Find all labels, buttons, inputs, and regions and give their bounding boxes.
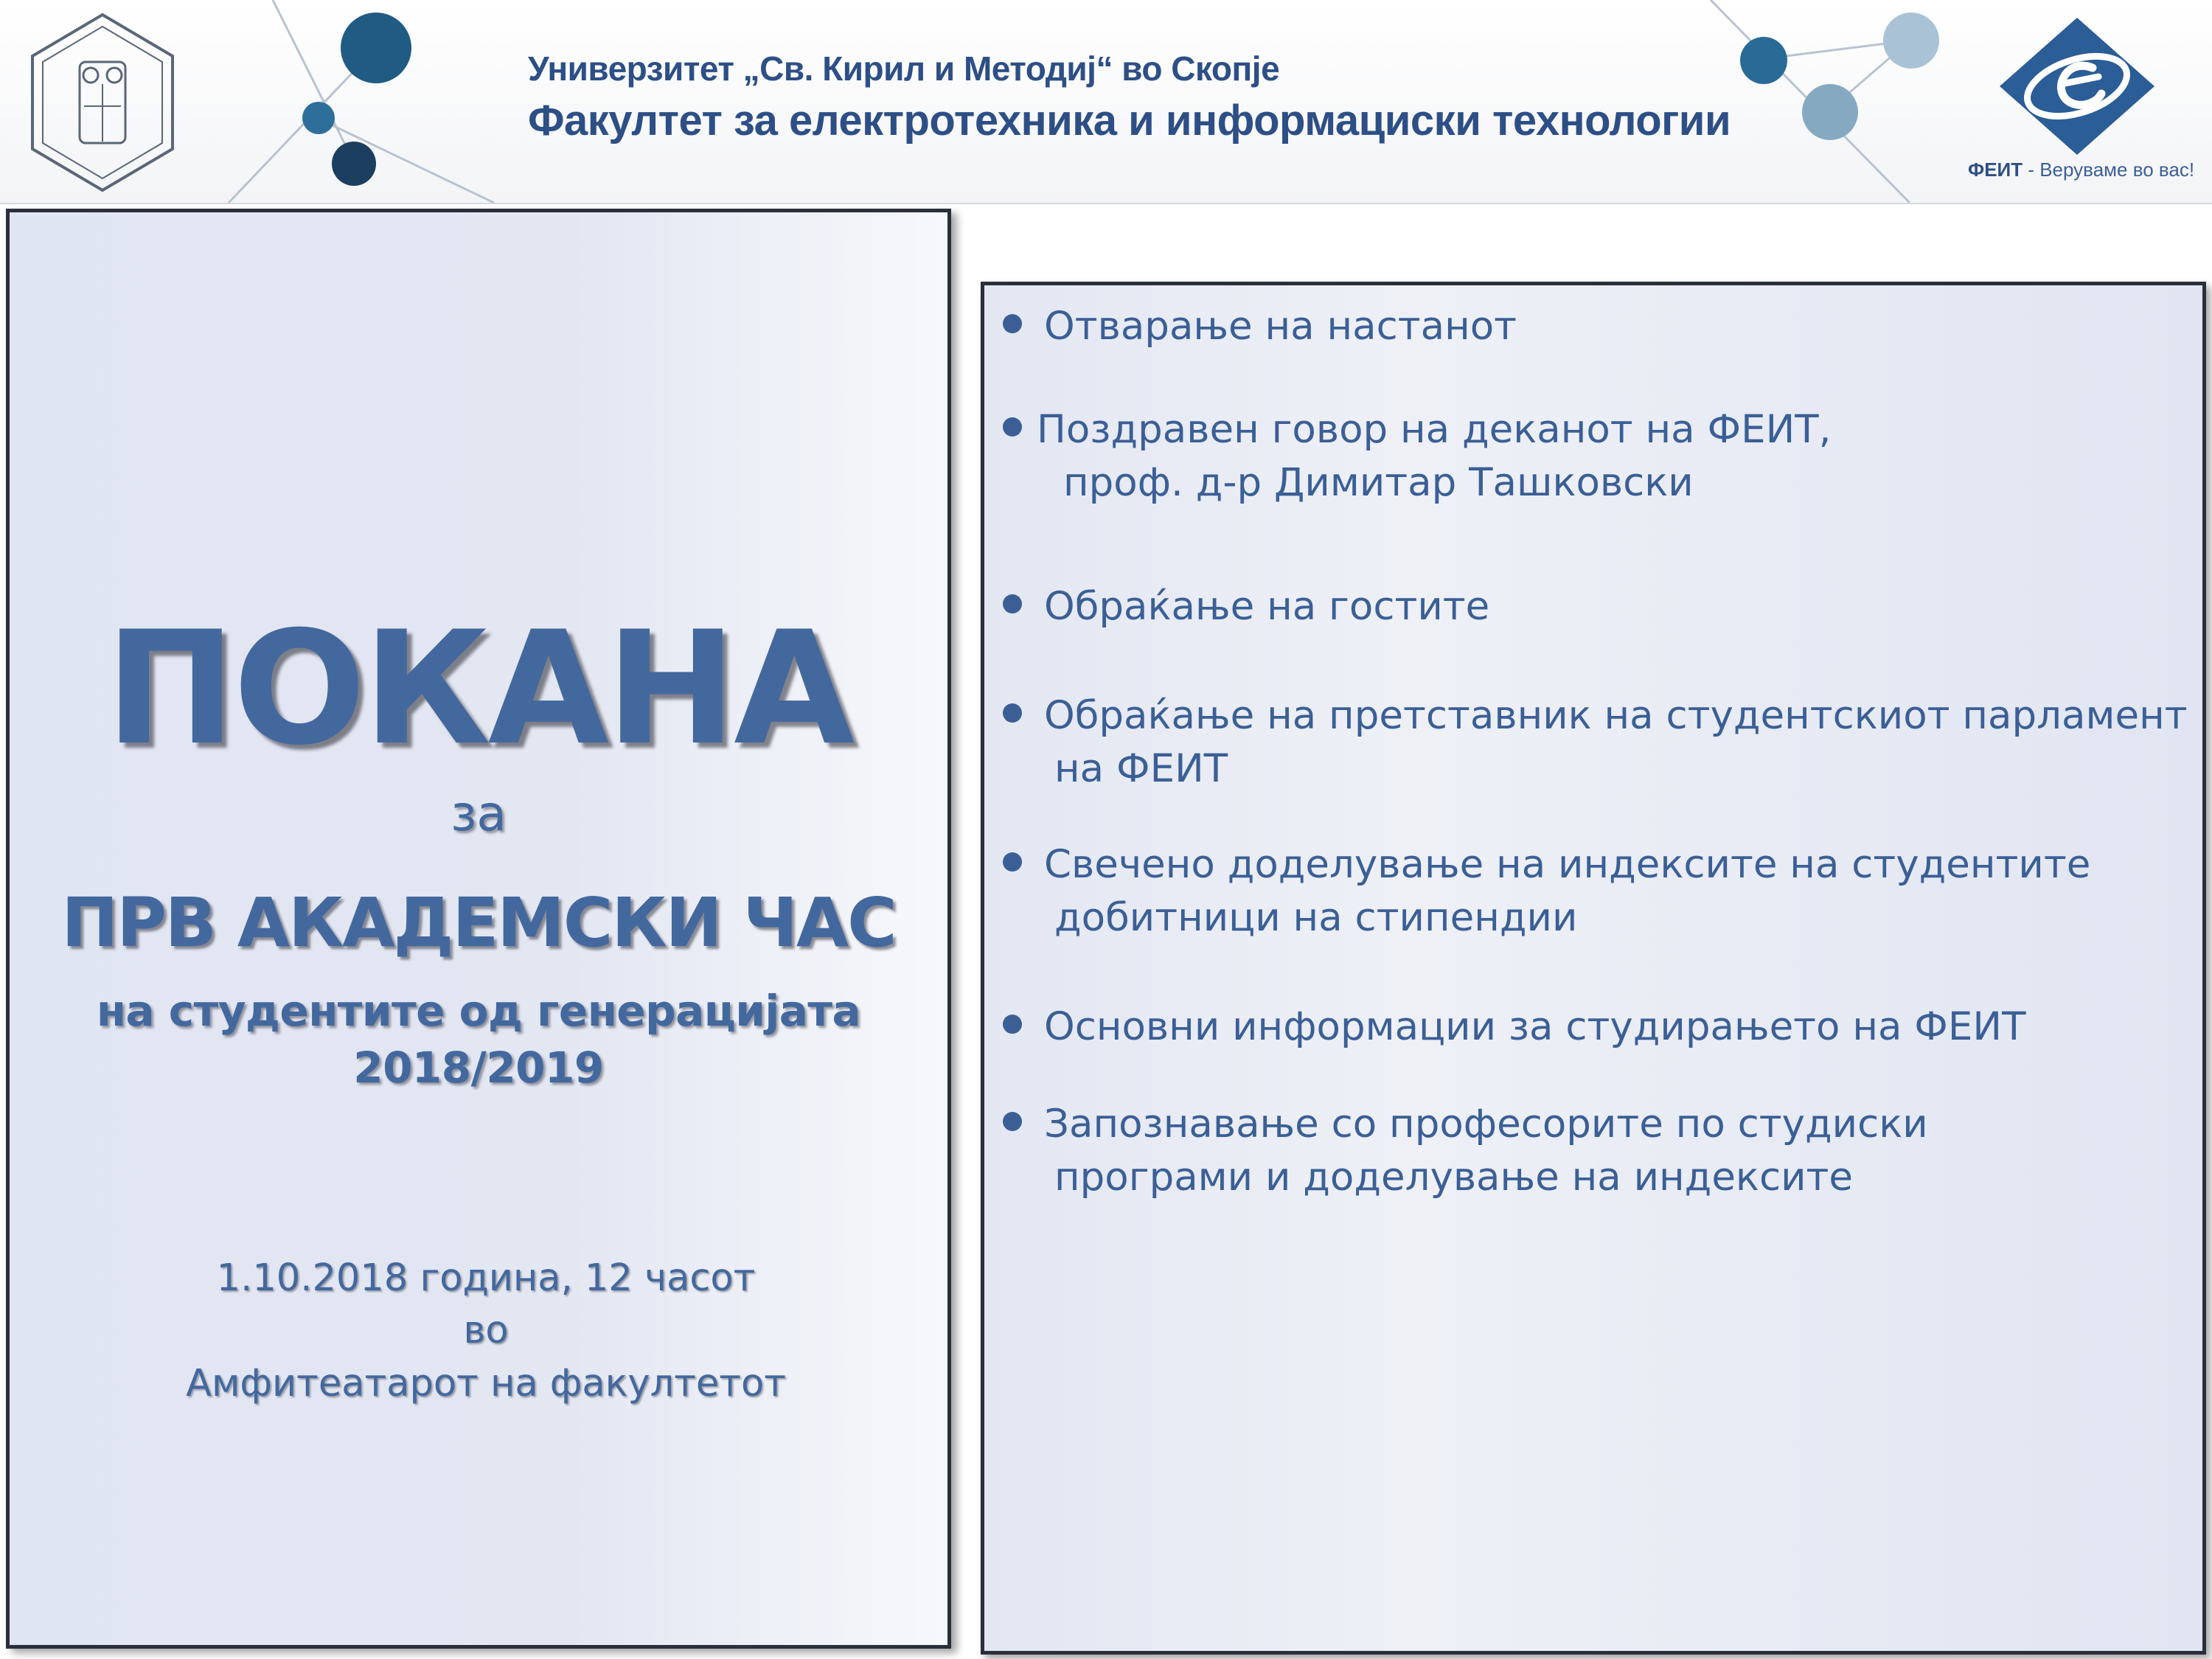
- university-seal-icon: [22, 10, 183, 195]
- agenda-item-text: Обраќање на гостите: [1044, 584, 1490, 629]
- bullet-icon: [1003, 703, 1022, 723]
- event-name: ПРВ АКАДЕМСКИ ЧАС: [61, 883, 896, 962]
- agenda-item: [1003, 838, 2090, 945]
- logo-tagline-text: - Веруваме во вас!: [2023, 159, 2195, 181]
- agenda-item-continuation: на ФЕИТ: [1054, 746, 1228, 791]
- bullet-icon: [1003, 1112, 1022, 1131]
- bullet-icon: [1003, 852, 1022, 872]
- event-audience: [10, 983, 947, 1096]
- event-venue: Амфитеатарот на факултетот: [186, 1361, 786, 1405]
- agenda-item: [1003, 1098, 1928, 1204]
- agenda-item: [1003, 300, 1517, 353]
- bullet-icon: [1003, 1015, 1022, 1034]
- agenda-item-continuation: добитници на стипендии: [1054, 895, 1578, 940]
- event-details: [10, 1252, 947, 1410]
- agenda-panel: [981, 282, 2206, 1655]
- agenda-item-text: Запознавање со професорите по студиски: [1044, 1102, 1928, 1147]
- agenda-item-text: Основни информации за студирањето на ФЕИТ: [1044, 1004, 2026, 1049]
- faculty-name: Факултет за електротехника и информациски технологии: [528, 97, 1731, 145]
- agenda-item-continuation: проф. д-р Димитар Ташковски: [1063, 460, 1694, 505]
- logo-abbr: ФЕИТ: [1968, 159, 2023, 181]
- agenda-item-text: Свечено доделување на индексите на студентите: [1044, 842, 2091, 887]
- agenda-item-text: Обраќање на претставник на студентскиот парламент: [1044, 693, 2188, 738]
- invitation-panel: [6, 209, 951, 1649]
- invitation-title: ПОКАНА: [105, 597, 852, 779]
- agenda-item-text: Поздравен говор на деканот на ФЕИТ,: [1037, 407, 1832, 452]
- bullet-icon: [1003, 594, 1022, 613]
- agenda-item-continuation: програми и доделување на индексите: [1054, 1155, 1854, 1200]
- event-at: во: [463, 1309, 509, 1353]
- bullet-icon: [1003, 417, 1022, 437]
- university-name: Универзитет „Св. Кирил и Методиј“ во Скопје: [528, 49, 1280, 88]
- agenda-item-text: Отварање на настанот: [1044, 304, 1517, 349]
- agenda-item: [1003, 689, 2188, 796]
- audience-line-1: на студентите од генерацијата: [96, 986, 861, 1036]
- audience-line-2: 2018/2019: [353, 1043, 604, 1093]
- agenda-item: [1003, 403, 1831, 509]
- agenda-item: [1003, 1001, 2025, 1054]
- bullet-icon: [1003, 314, 1022, 333]
- feit-logo-icon: [1998, 16, 2157, 156]
- agenda-item: [1003, 580, 1489, 633]
- invitation-for: за: [451, 785, 507, 842]
- logo-tagline: [1968, 159, 2194, 181]
- event-datetime: 1.10.2018 година, 12 часот: [216, 1256, 756, 1300]
- header-banner: [0, 0, 2212, 204]
